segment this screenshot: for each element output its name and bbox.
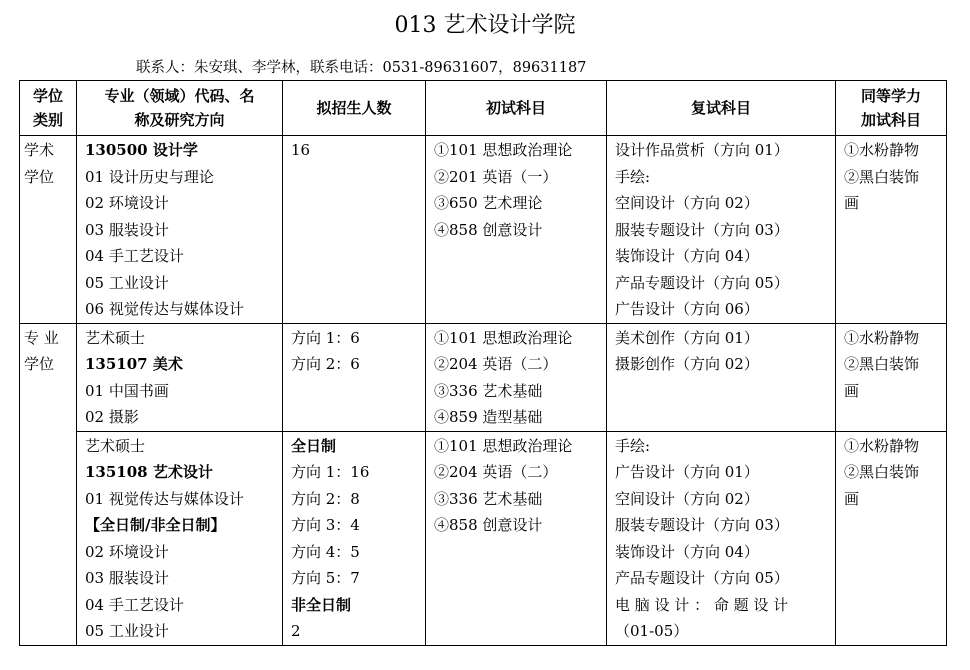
header-extra-line: 同等学力 <box>860 87 921 105</box>
major-line: 01 中国书画 <box>85 381 169 400</box>
enroll-line: 方向 5：7 <box>291 569 360 587</box>
category-cell <box>20 136 77 324</box>
initial-line: ④858 创意设计 <box>434 516 543 534</box>
initial-line: ②201 英语（一） <box>434 167 558 186</box>
header-extra <box>836 81 947 136</box>
header-extra-line: 加试科目 <box>860 111 921 129</box>
enroll-line: 16 <box>291 141 311 159</box>
header-initial-line: 初试科目 <box>485 99 546 117</box>
extra-cell <box>836 431 947 645</box>
page-title: 013 艺术设计学院 <box>394 13 576 38</box>
major-line: 【全日制/非全日制】 <box>85 516 226 534</box>
major-cell <box>77 431 283 645</box>
enroll-cell <box>283 136 426 324</box>
initial-line: ①101 思想政治理论 <box>434 436 573 455</box>
major-line: 02 摄影 <box>85 408 139 426</box>
initial-line: ④859 造型基础 <box>434 408 543 426</box>
major-line: 02 环境设计 <box>85 194 169 212</box>
retest-line: 空间设计（方向 02） <box>615 194 759 212</box>
initial-cell <box>426 136 607 324</box>
retest-line: 空间设计（方向 02） <box>615 489 759 508</box>
initial-line: ③336 艺术基础 <box>434 489 543 508</box>
table-row <box>20 136 947 324</box>
major-line: 02 环境设计 <box>85 542 169 561</box>
retest-line: 装饰设计（方向 04） <box>615 247 759 265</box>
enroll-line: 全日制 <box>291 436 337 455</box>
initial-line: ③336 艺术基础 <box>434 381 543 400</box>
header-category-line: 学位 <box>32 87 63 105</box>
enroll-line: 方向 2：6 <box>291 355 360 373</box>
initial-line: ②204 英语（二） <box>434 355 558 373</box>
major-line: 艺术硕士 <box>85 328 146 347</box>
initial-cell <box>426 323 607 431</box>
retest-line: 装饰设计（方向 04） <box>615 542 759 561</box>
initial-line: ②204 英语（二） <box>434 463 558 481</box>
admissions-table <box>19 80 947 646</box>
major-line: 04 手工艺设计 <box>85 595 184 614</box>
enroll-line: 2 <box>291 622 301 640</box>
category-cell <box>20 323 77 645</box>
extra-line: 画 <box>844 381 860 400</box>
table-row <box>20 431 947 645</box>
extra-line: 画 <box>844 194 860 212</box>
enroll-line: 方向 3：4 <box>291 516 360 534</box>
retest-line: 服装专题设计（方向 03） <box>615 220 789 239</box>
extra-line: ②黑白装饰 <box>844 463 920 481</box>
header-major-line: 称及研究方向 <box>134 111 225 129</box>
retest-cell <box>607 431 836 645</box>
extra-line: ①水粉静物 <box>844 436 920 455</box>
retest-line: 设计作品赏析（方向 01） <box>615 141 789 159</box>
initial-line: ①101 思想政治理论 <box>434 141 573 159</box>
retest-line: 手绘: <box>615 436 651 455</box>
enroll-line: 方向 1：6 <box>291 328 360 347</box>
category-line: 学位 <box>24 167 55 186</box>
header-enroll <box>283 81 426 136</box>
table-header-row <box>20 81 947 136</box>
category-line: 学位 <box>24 355 55 373</box>
enroll-line: 方向 1：16 <box>291 463 370 481</box>
header-enroll-line: 拟招生人数 <box>316 99 392 117</box>
header-major <box>77 81 283 136</box>
header-category <box>20 81 77 136</box>
table-row <box>20 323 947 431</box>
major-line: 130500 设计学 <box>85 141 198 159</box>
retest-cell <box>607 136 836 324</box>
retest-line: 美术创作（方向 01） <box>615 328 759 347</box>
enroll-cell <box>283 431 426 645</box>
extra-cell <box>836 136 947 324</box>
header-major-line: 专业（领域）代码、名 <box>104 87 255 105</box>
extra-line: 画 <box>844 489 860 508</box>
major-cell <box>77 136 283 324</box>
initial-line: ①101 思想政治理论 <box>434 328 573 347</box>
major-line: 01 设计历史与理论 <box>85 167 214 186</box>
major-line: 05 工业设计 <box>85 622 169 640</box>
extra-cell <box>836 323 947 431</box>
retest-line: 产品专题设计（方向 05） <box>615 273 789 292</box>
extra-line: ①水粉静物 <box>844 328 920 347</box>
enroll-line: 非全日制 <box>291 595 352 614</box>
major-line: 135107 美术 <box>85 355 183 373</box>
retest-line: 电 脑 设 计 ： 命 题 设 计 <box>615 595 789 614</box>
major-line: 01 视觉传达与媒体设计 <box>85 489 244 508</box>
major-line: 03 服装设计 <box>85 220 169 239</box>
category-line: 学术 <box>24 141 55 159</box>
retest-line: 服装专题设计（方向 03） <box>615 516 789 534</box>
retest-line: 产品专题设计（方向 05） <box>615 569 789 587</box>
header-category-line: 类别 <box>32 111 63 129</box>
extra-line: ①水粉静物 <box>844 141 920 159</box>
major-line: 135108 艺术设计 <box>85 463 213 481</box>
major-line: 04 手工艺设计 <box>85 247 184 265</box>
extra-line: ②黑白装饰 <box>844 167 920 186</box>
header-retest-line: 复试科目 <box>690 99 751 117</box>
retest-line: （01-05） <box>615 622 689 640</box>
category-line: 专 业 <box>24 328 59 347</box>
header-initial <box>426 81 607 136</box>
major-cell <box>77 323 283 431</box>
initial-line: ④858 创意设计 <box>434 220 543 239</box>
major-line: 06 视觉传达与媒体设计 <box>85 300 244 318</box>
retest-line: 广告设计（方向 06） <box>615 300 759 318</box>
initial-cell <box>426 431 607 645</box>
major-line: 05 工业设计 <box>85 273 169 292</box>
retest-cell <box>607 323 836 431</box>
retest-line: 手绘: <box>615 167 651 186</box>
enroll-cell <box>283 323 426 431</box>
major-line: 03 服装设计 <box>85 569 169 587</box>
header-retest <box>607 81 836 136</box>
enroll-line: 方向 2：8 <box>291 489 360 508</box>
major-line: 艺术硕士 <box>85 436 146 455</box>
enroll-line: 方向 4：5 <box>291 542 360 561</box>
retest-line: 广告设计（方向 01） <box>615 463 759 481</box>
extra-line: ②黑白装饰 <box>844 355 920 373</box>
retest-line: 摄影创作（方向 02） <box>615 355 759 373</box>
initial-line: ③650 艺术理论 <box>434 194 543 212</box>
contact-info: 联系人：朱安琪、李学林，联系电话：0531-89631607，89631187 <box>136 60 587 76</box>
